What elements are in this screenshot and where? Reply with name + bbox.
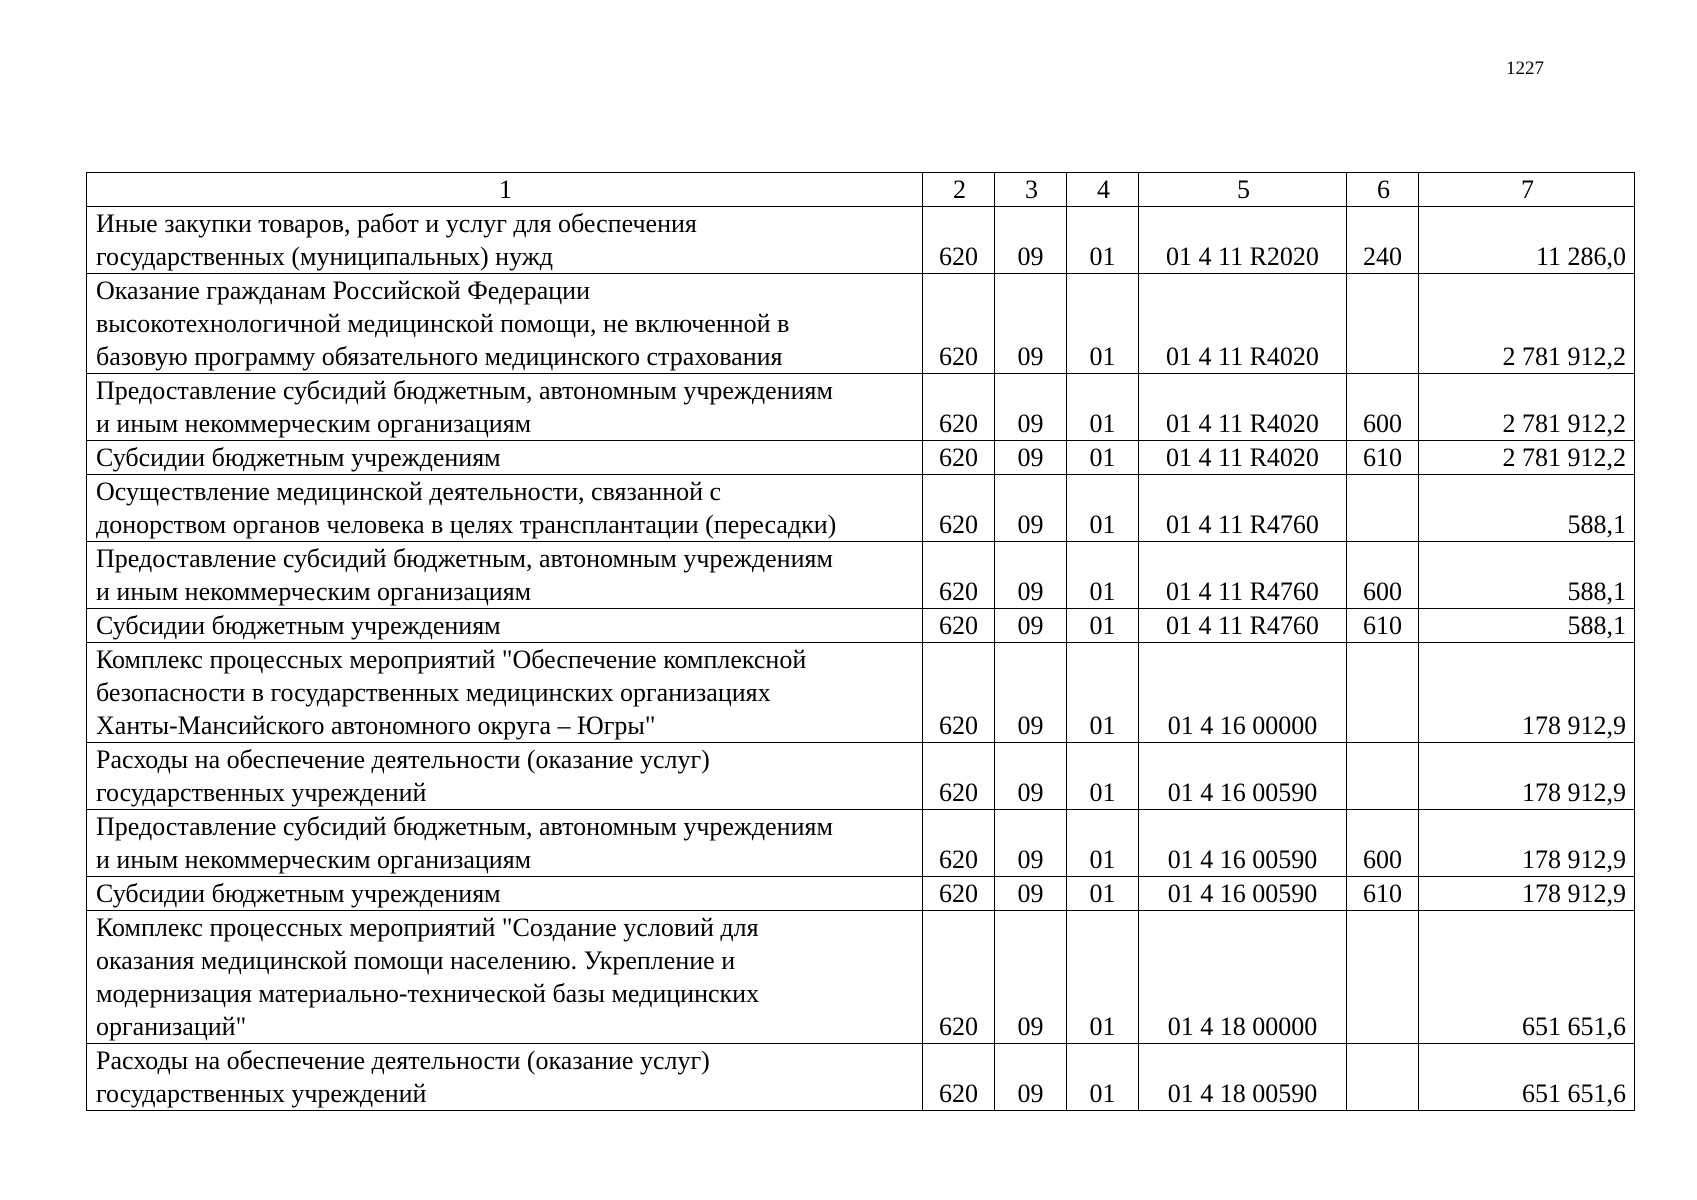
row-col-5: 01 4 11 R4760 bbox=[1139, 475, 1347, 542]
table-row bbox=[87, 475, 1635, 542]
row-col-6 bbox=[1347, 643, 1419, 743]
header-cell: 5 bbox=[1139, 173, 1347, 207]
row-col-4: 01 bbox=[1067, 542, 1139, 609]
header-cell: 3 bbox=[995, 173, 1067, 207]
row-col-7: 651 651,6 bbox=[1419, 1044, 1635, 1111]
page-number: 1227 bbox=[1506, 58, 1544, 79]
row-col-5: 01 4 11 R4760 bbox=[1139, 609, 1347, 643]
row-col-2: 620 bbox=[923, 877, 995, 911]
row-col-2: 620 bbox=[923, 374, 995, 441]
row-col-3: 09 bbox=[995, 743, 1067, 810]
table-row bbox=[87, 1044, 1635, 1111]
row-col-6 bbox=[1347, 743, 1419, 810]
row-col-2: 620 bbox=[923, 274, 995, 374]
row-col-7: 178 912,9 bbox=[1419, 643, 1635, 743]
row-col-3: 09 bbox=[995, 911, 1067, 1044]
row-col-4: 01 bbox=[1067, 877, 1139, 911]
row-description: Расходы на обеспечение деятельности (оказание услуг) государственных учреждений bbox=[87, 743, 923, 810]
row-description: Предоставление субсидий бюджетным, автономным учреждениям и иным некоммерческим организациям bbox=[87, 810, 923, 877]
row-col-6 bbox=[1347, 475, 1419, 542]
table-row bbox=[87, 877, 1635, 911]
row-col-5: 01 4 16 00590 bbox=[1139, 810, 1347, 877]
row-col-4: 01 bbox=[1067, 274, 1139, 374]
row-col-4: 01 bbox=[1067, 207, 1139, 274]
row-col-7: 178 912,9 bbox=[1419, 810, 1635, 877]
table-row bbox=[87, 609, 1635, 643]
row-col-2: 620 bbox=[923, 542, 995, 609]
row-col-2: 620 bbox=[923, 609, 995, 643]
row-col-7: 651 651,6 bbox=[1419, 911, 1635, 1044]
row-description: Осуществление медицинской деятельности, связанной с донорством органов человека в целях трансплантации (пересадки) bbox=[87, 475, 923, 542]
row-description: Комплекс процессных мероприятий "Создание условий для оказания медицинской помощи населению. Укрепление и модернизация материально-технической базы медицинских организаций" bbox=[87, 911, 923, 1044]
row-col-7: 588,1 bbox=[1419, 542, 1635, 609]
row-col-4: 01 bbox=[1067, 911, 1139, 1044]
row-col-3: 09 bbox=[995, 810, 1067, 877]
row-col-5: 01 4 16 00590 bbox=[1139, 877, 1347, 911]
row-col-6: 610 bbox=[1347, 877, 1419, 911]
budget-table bbox=[86, 172, 1635, 1111]
row-description: Предоставление субсидий бюджетным, автономным учреждениям и иным некоммерческим организациям bbox=[87, 374, 923, 441]
row-col-5: 01 4 11 R4760 bbox=[1139, 542, 1347, 609]
row-col-3: 09 bbox=[995, 542, 1067, 609]
row-col-2: 620 bbox=[923, 475, 995, 542]
row-col-7: 2 781 912,2 bbox=[1419, 441, 1635, 475]
row-description: Предоставление субсидий бюджетным, автономным учреждениям и иным некоммерческим организациям bbox=[87, 542, 923, 609]
row-col-5: 01 4 11 R4020 bbox=[1139, 441, 1347, 475]
table-row bbox=[87, 810, 1635, 877]
row-col-6: 610 bbox=[1347, 609, 1419, 643]
row-col-5: 01 4 18 00000 bbox=[1139, 911, 1347, 1044]
row-col-2: 620 bbox=[923, 207, 995, 274]
row-col-6: 600 bbox=[1347, 810, 1419, 877]
row-col-4: 01 bbox=[1067, 475, 1139, 542]
row-col-7: 588,1 bbox=[1419, 475, 1635, 542]
header-cell: 6 bbox=[1347, 173, 1419, 207]
row-col-5: 01 4 11 R4020 bbox=[1139, 374, 1347, 441]
row-col-6 bbox=[1347, 274, 1419, 374]
row-col-6 bbox=[1347, 1044, 1419, 1111]
row-col-6: 600 bbox=[1347, 542, 1419, 609]
row-col-2: 620 bbox=[923, 441, 995, 475]
row-col-5: 01 4 11 R4020 bbox=[1139, 274, 1347, 374]
row-col-4: 01 bbox=[1067, 810, 1139, 877]
row-col-2: 620 bbox=[923, 911, 995, 1044]
row-col-6: 600 bbox=[1347, 374, 1419, 441]
row-col-6: 610 bbox=[1347, 441, 1419, 475]
row-col-3: 09 bbox=[995, 374, 1067, 441]
row-col-5: 01 4 11 R2020 bbox=[1139, 207, 1347, 274]
row-col-3: 09 bbox=[995, 1044, 1067, 1111]
row-description: Субсидии бюджетным учреждениям bbox=[87, 609, 923, 643]
row-description: Оказание гражданам Российской Федерации высокотехнологичной медицинской помощи, не включенной в базовую программу обязательного медицинского страхования bbox=[87, 274, 923, 374]
row-col-7: 178 912,9 bbox=[1419, 877, 1635, 911]
row-col-2: 620 bbox=[923, 1044, 995, 1111]
row-col-4: 01 bbox=[1067, 374, 1139, 441]
row-col-5: 01 4 18 00590 bbox=[1139, 1044, 1347, 1111]
row-description: Субсидии бюджетным учреждениям bbox=[87, 877, 923, 911]
table-row bbox=[87, 441, 1635, 475]
row-col-2: 620 bbox=[923, 810, 995, 877]
row-col-7: 2 781 912,2 bbox=[1419, 274, 1635, 374]
table-row bbox=[87, 911, 1635, 1044]
row-col-4: 01 bbox=[1067, 743, 1139, 810]
table-row bbox=[87, 643, 1635, 743]
header-cell: 2 bbox=[923, 173, 995, 207]
row-col-3: 09 bbox=[995, 643, 1067, 743]
row-col-3: 09 bbox=[995, 877, 1067, 911]
row-col-3: 09 bbox=[995, 475, 1067, 542]
table-row bbox=[87, 542, 1635, 609]
table-row bbox=[87, 743, 1635, 810]
row-col-6: 240 bbox=[1347, 207, 1419, 274]
row-col-3: 09 bbox=[995, 207, 1067, 274]
header-cell: 1 bbox=[87, 173, 923, 207]
table-header-row bbox=[87, 173, 1635, 207]
row-col-2: 620 bbox=[923, 643, 995, 743]
row-col-4: 01 bbox=[1067, 609, 1139, 643]
row-col-3: 09 bbox=[995, 609, 1067, 643]
table-row bbox=[87, 274, 1635, 374]
row-col-7: 178 912,9 bbox=[1419, 743, 1635, 810]
row-col-7: 11 286,0 bbox=[1419, 207, 1635, 274]
table-row bbox=[87, 207, 1635, 274]
row-col-6 bbox=[1347, 911, 1419, 1044]
row-description: Субсидии бюджетным учреждениям bbox=[87, 441, 923, 475]
row-col-5: 01 4 16 00590 bbox=[1139, 743, 1347, 810]
row-col-7: 588,1 bbox=[1419, 609, 1635, 643]
row-col-3: 09 bbox=[995, 274, 1067, 374]
row-description: Иные закупки товаров, работ и услуг для обеспечения государственных (муниципальных) нужд bbox=[87, 207, 923, 274]
header-cell: 4 bbox=[1067, 173, 1139, 207]
row-col-4: 01 bbox=[1067, 441, 1139, 475]
row-description: Комплекс процессных мероприятий "Обеспечение комплексной безопасности в государственных медицинских организациях Ханты-Мансийского автономного округа – Югры" bbox=[87, 643, 923, 743]
row-col-2: 620 bbox=[923, 743, 995, 810]
row-col-3: 09 bbox=[995, 441, 1067, 475]
row-col-7: 2 781 912,2 bbox=[1419, 374, 1635, 441]
row-col-5: 01 4 16 00000 bbox=[1139, 643, 1347, 743]
row-description: Расходы на обеспечение деятельности (оказание услуг) государственных учреждений bbox=[87, 1044, 923, 1111]
row-col-4: 01 bbox=[1067, 643, 1139, 743]
row-col-4: 01 bbox=[1067, 1044, 1139, 1111]
table-row bbox=[87, 374, 1635, 441]
header-cell: 7 bbox=[1419, 173, 1635, 207]
